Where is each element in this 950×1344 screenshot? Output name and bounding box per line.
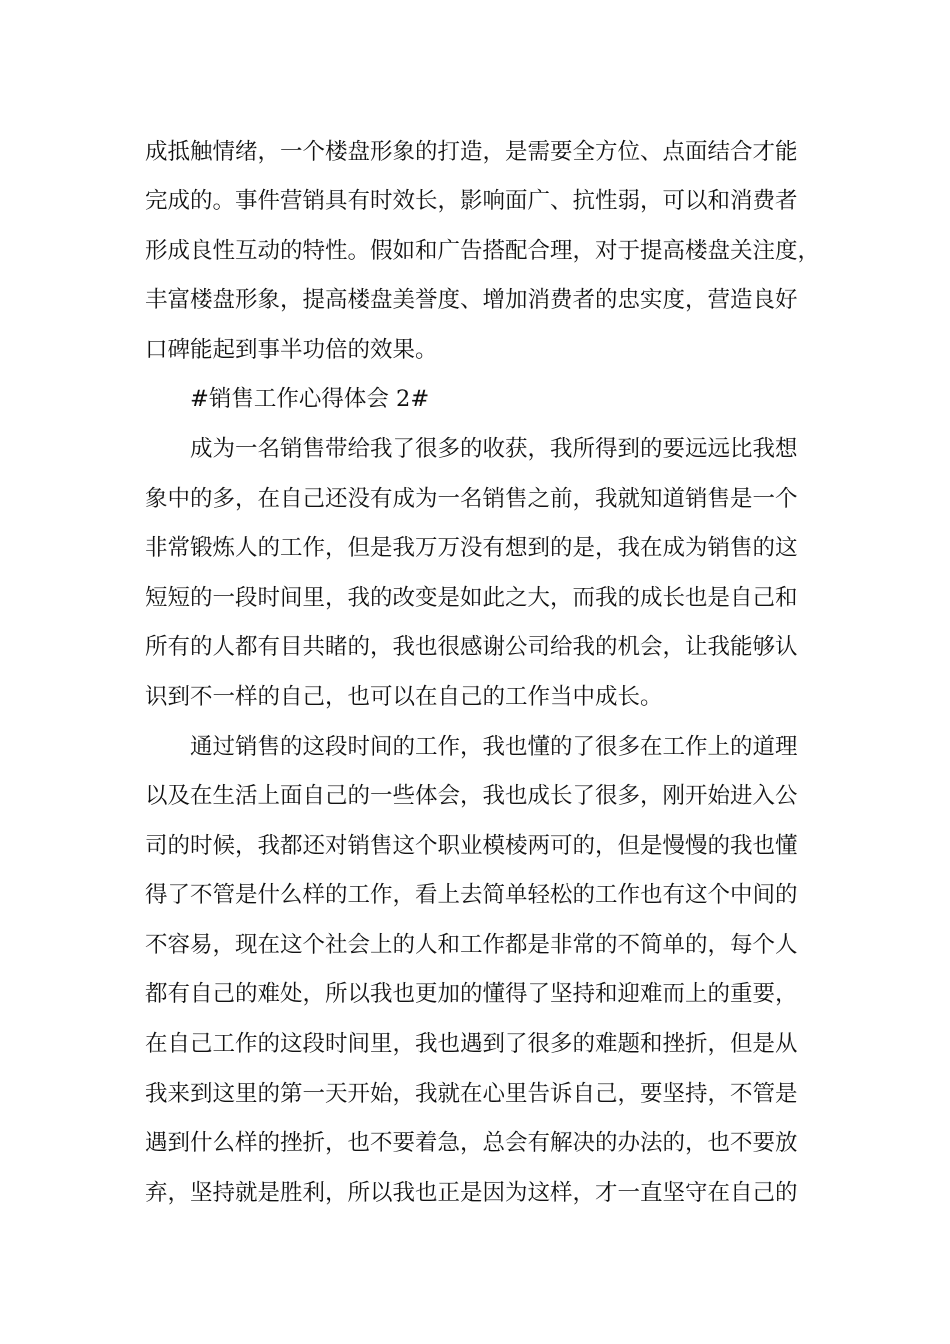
text-line: 所有的人都有目共睹的，我也很感谢公司给我的机会，让我能够认 <box>145 634 798 660</box>
section-heading: #销售工作心得体会 2# <box>190 386 430 412</box>
text-line: 完成的。事件营销具有时效长，影响面广、抗性弱，可以和消费者 <box>145 188 798 214</box>
text-line: 象中的多，在自己还没有成为一名销售之前，我就知道销售是一个 <box>145 486 798 512</box>
text-line: 成为一名销售带给我了很多的收获，我所得到的要远远比我想 <box>190 436 798 462</box>
text-line: 在自己工作的这段时间里，我也遇到了很多的难题和挫折，但是从 <box>145 1031 798 1057</box>
text-line: 遇到什么样的挫折，也不要着急，总会有解决的办法的，也不要放 <box>145 1130 798 1156</box>
text-line: 得了不管是什么样的工作，看上去简单轻松的工作也有这个中间的 <box>145 882 798 908</box>
text-line: 非常锻炼人的工作，但是我万万没有想到的是，我在成为销售的这 <box>145 535 798 561</box>
text-line: 成抵触情绪，一个楼盘形象的打造，是需要全方位、点面结合才能 <box>145 139 798 165</box>
text-line: 司的时候，我都还对销售这个职业模棱两可的，但是慢慢的我也懂 <box>145 833 798 859</box>
text-line: 识到不一样的自己，也可以在自己的工作当中成长。 <box>145 684 663 710</box>
text-line: 以及在生活上面自己的一些体会，我也成长了很多，刚开始进入公 <box>145 783 798 809</box>
text-line: 口碑能起到事半功倍的效果。 <box>145 337 438 363</box>
text-line: 形成良性互动的特性。假如和广告搭配合理，对于提高楼盘关注度， <box>145 238 821 264</box>
text-line: 我来到这里的第一天开始，我就在心里告诉自己，要坚持，不管是 <box>145 1081 798 1107</box>
text-line: 弃，坚持就是胜利，所以我也正是因为这样，才一直坚守在自己的 <box>145 1180 798 1206</box>
text-line: 都有自己的难处，所以我也更加的懂得了坚持和迎难而上的重要， <box>145 981 798 1007</box>
text-line: 丰富楼盘形象，提高楼盘美誉度、增加消费者的忠实度，营造良好 <box>145 287 798 313</box>
text-line: 通过销售的这段时间的工作，我也懂的了很多在工作上的道理 <box>190 734 798 760</box>
text-line: 短短的一段时间里，我的改变是如此之大，而我的成长也是自己和 <box>145 585 798 611</box>
text-line: 不容易，现在这个社会上的人和工作都是非常的不简单的，每个人 <box>145 932 798 958</box>
